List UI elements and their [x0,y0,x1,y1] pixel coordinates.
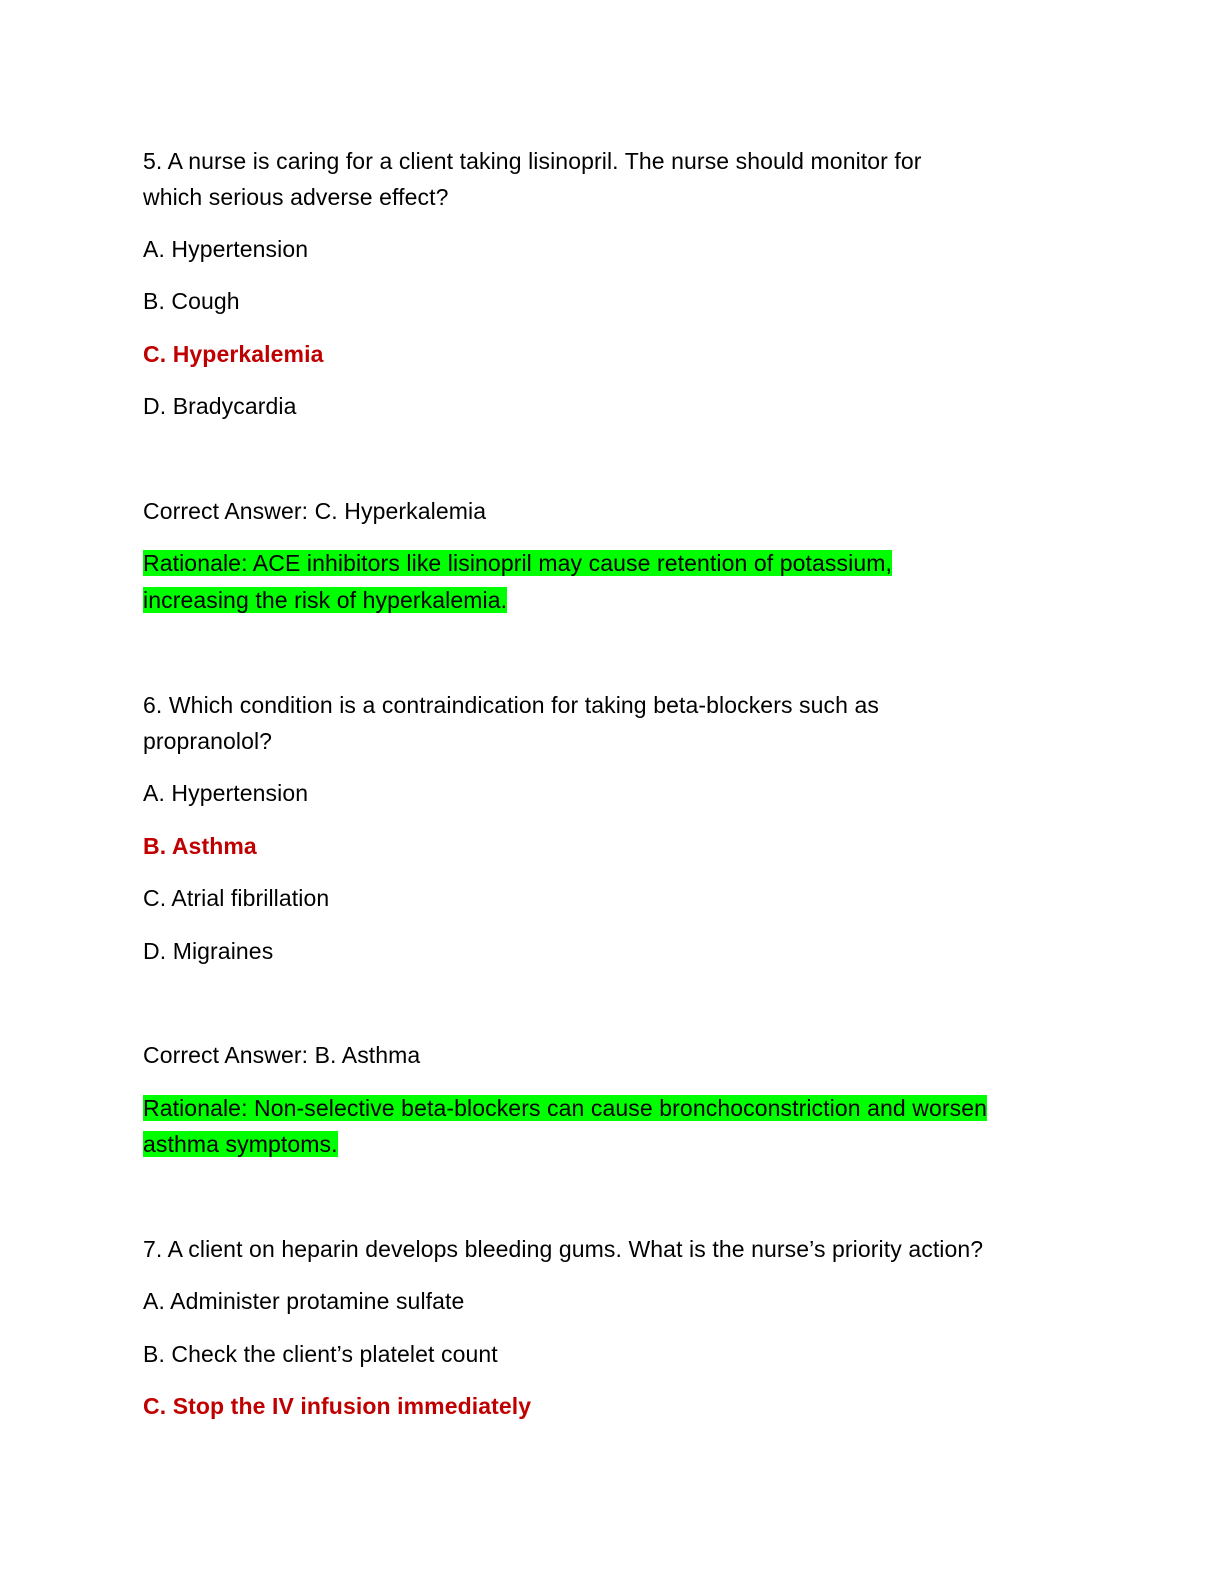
rationale-highlight: Rationale: ACE inhibitors like lisinopril may cause retention of potassium, [143,550,892,576]
question-5-option-d: D. Bradycardia [143,393,297,419]
document-page [143,0,1083,1584]
question-6-option-c: C. Atrial fibrillation [143,885,330,911]
question-5-rationale-line-1 [143,545,892,581]
question-7-option-b: B. Check the client’s platelet count [143,1341,498,1367]
question-7-stem-line-1: 7. A client on heparin develops bleeding gums. What is the nurse’s priority action? [143,1236,984,1262]
question-7-option-c-correct: C. Stop the IV infusion immediately [143,1393,532,1419]
question-6-option-d: D. Migraines [143,938,274,964]
question-7-option-a: A. Administer protamine sulfate [143,1288,465,1314]
question-6-correct-answer: Correct Answer: B. Asthma [143,1042,421,1068]
question-5-rationale-line-2 [143,582,507,618]
question-6-rationale-line-2 [143,1126,338,1162]
question-6-stem-line-2: propranolol? [143,728,273,754]
rationale-highlight: increasing the risk of hyperkalemia. [143,587,508,613]
question-5-stem-line-2: which serious adverse effect? [143,184,449,210]
question-6-stem-line-1: 6. Which condition is a contraindication for taking beta-blockers such as [143,692,880,718]
rationale-highlight: asthma symptoms. [143,1131,338,1157]
question-5-option-a: A. Hypertension [143,236,309,262]
rationale-highlight: Rationale: Non-selective beta-blockers can cause bronchoconstriction and worsen [143,1095,988,1121]
question-6-rationale-line-1 [143,1090,987,1126]
question-5-option-c-correct: C. Hyperkalemia [143,341,324,367]
question-6-option-a: A. Hypertension [143,780,309,806]
question-5-correct-answer: Correct Answer: C. Hyperkalemia [143,498,487,524]
question-6-option-b-correct: B. Asthma [143,833,257,859]
question-5-option-b: B. Cough [143,288,240,314]
question-5-stem-line-1: 5. A nurse is caring for a client taking lisinopril. The nurse should monitor for [143,148,922,174]
